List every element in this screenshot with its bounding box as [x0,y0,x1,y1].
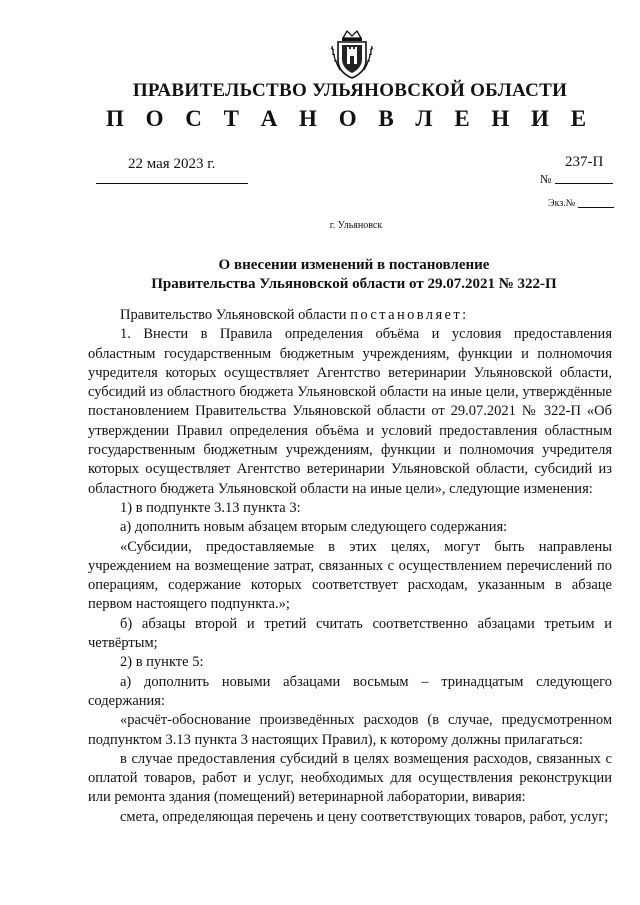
paragraph-4: «Субсидии, предоставляемые в этих целях, могут быть направлены учреждением на возмещение затрат, связанных с осуществлением перечислений по операциям, содержание которых соответствует расходам, указанным в абзаце первом настоящего подпункта.»; [88,538,612,613]
paragraph-9: в случае предоставления субсидий в целях возмещения расходов, связанных с оплатой товаров, работ и услуг, необходимых для осуществления реконструкции или ремонта здания (помещений) ветеринарной лаборатории, вивария: [88,750,612,806]
document-type: П О С Т А Н О В Л Е Н И Е [105,106,595,131]
city: г. Ульяновск [329,220,383,231]
paragraph-1: 1. Внести в Правила определения объёма и условия предоставления областным государственным бюджетным учреждениям, функции и полномочия учредителя которых осуществляет Агентство ветеринарии Ульяновской области, субсидий из областного бюджета Ульяновской области на иные цели, утверждённые постановлением Правительства Ульяновской области от 29.07.2021 № 322-П «Об утверждении Правил определения объёма и условий предоставления областным государственным бюджетным учреждениям, функции и полномочия учредителя которых осуществляет Агентство ветеринарии Ульяновской области, субсидий из областного бюджета Ульяновской области на иные цели», следующие изменения: [88,326,612,497]
paragraph-2: 1) в подпункте 3.13 пункта 3: [120,499,301,516]
document-number: 237-П [565,154,604,170]
government-title: ПРАВИТЕЛЬСТВО УЛЬЯНОВСКОЙ ОБЛАСТИ [132,80,568,101]
intro-text: Правительство Ульяновской области [120,307,351,323]
paragraph-10: смета, определяющая перечень и цену соответствующих товаров, работ, услуг; [120,808,609,825]
copy-number-label: Экз.№ [548,198,576,209]
paragraph-5: б) абзацы второй и третий считать соответственно абзацами третьим и четвёртым; [88,615,612,652]
date-underline [96,183,248,184]
paragraph-3: а) дополнить новым абзацем вторым следующего содержания: [120,519,508,536]
paragraph-6: 2) в пункте 5: [120,654,204,671]
copy-number-underline [578,207,614,208]
number-underline [555,183,613,184]
number-sign: № [540,172,552,186]
subject-line-1: О внесении изменений в постановление [218,257,490,273]
coat-of-arms-icon [330,28,374,80]
paragraph-8: «расчёт-обоснование произведённых расходов (в случае, предусмотренном подпунктом 3.13 пункта 3 настоящих Правил), к которому должны прилагаться: [88,712,612,748]
intro-paragraph [88,306,612,325]
document-body [88,306,612,827]
document-subject [100,256,608,294]
subject-line-2: Правительства Ульяновской области от 29.07.2021 № 322-П [151,276,557,292]
intro-verb: постановляет [350,307,463,323]
paragraph-7: а) дополнить новыми абзацами восьмым – тринадцатым следующего содержания: [88,673,612,709]
document-date: 22 мая 2023 г. [128,156,216,172]
intro-colon: : [462,307,467,323]
